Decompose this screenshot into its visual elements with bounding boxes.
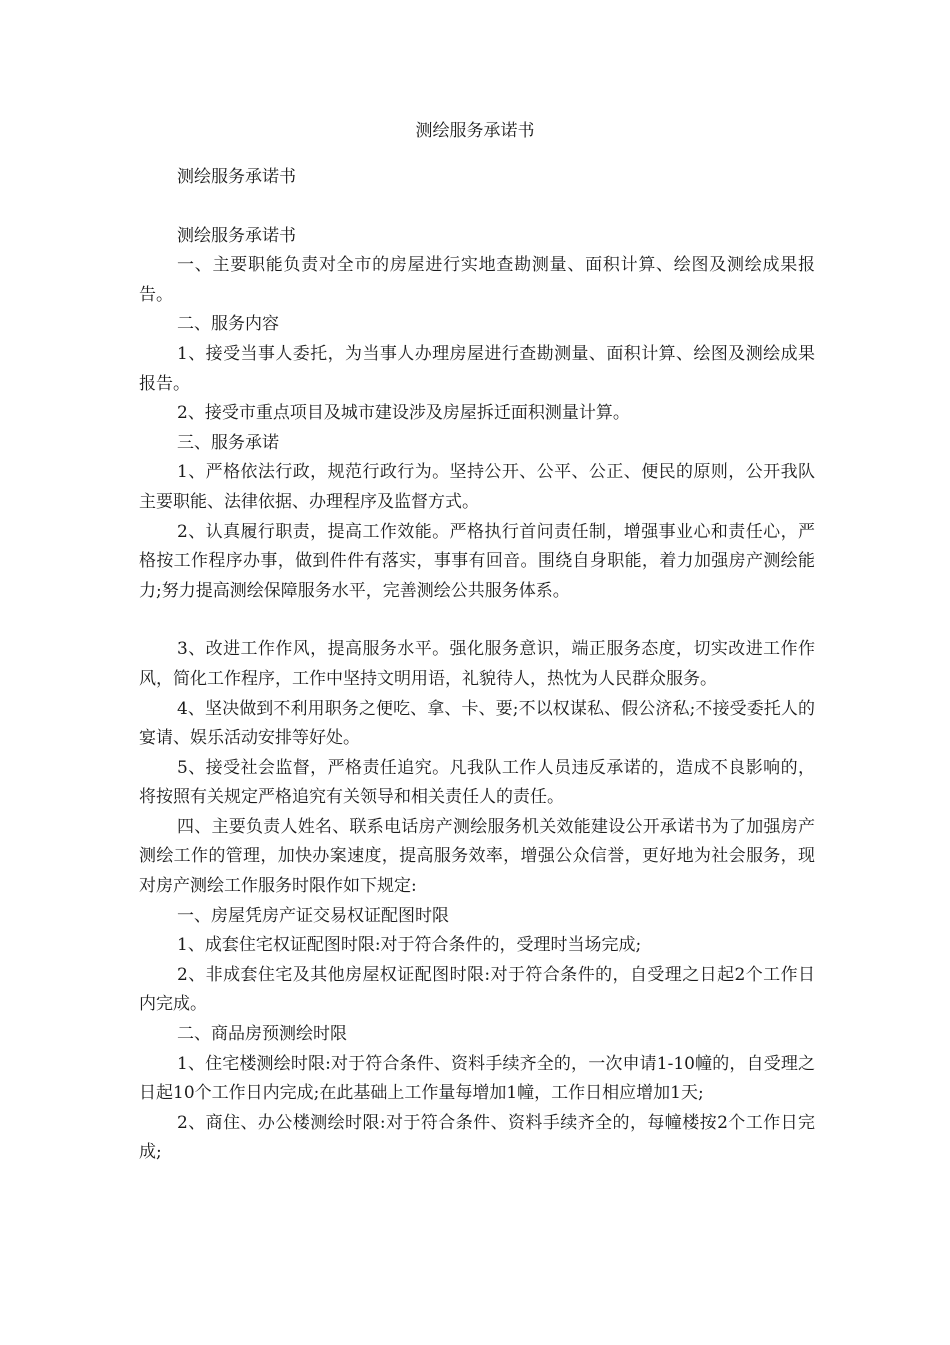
subtitle-paragraph: 测绘服务承诺书 (177, 167, 296, 187)
body-paragraph: 1、成套住宅权证配图时限:对于符合条件的，受理时当场完成; (177, 935, 642, 956)
body-paragraph: 2、商住、办公楼测绘时限:对于符合条件、资料手续齐全的，每幢楼按2个工作日完成; (139, 1112, 815, 1163)
body-paragraph: 4、坚决做到不利用职务之便吃、拿、卡、要;不以权谋私、假公济私;不接受委托人的宴请、娱乐活动安排等好处。 (139, 698, 815, 749)
document-title: 测绘服务承诺书 (415, 121, 535, 141)
body-paragraph: 四、主要负责人姓名、联系电话房产测绘服务机关效能建设公开承诺书为了加强房产测绘工作的管理，加快办案速度，提高服务效率，增强公众信誉，更好地为社会服务，现对房产测绘工作服务时限作如下规定: (139, 816, 815, 897)
section-heading: 二、服务内容 (177, 314, 279, 335)
body-paragraph: 2、认真履行职责，提高工作效能。严格执行首问责任制，增强事业心和责任心，严格按工作程序办事，做到件件有落实，事事有回音。围绕自身职能，着力加强房产测绘能力;努力提高测绘保障服务水平，完善测绘公共服务体系。 (139, 521, 815, 601)
body-paragraph: 2、接受市重点项目及城市建设涉及房屋拆迁面积测量计算。 (177, 403, 630, 424)
body-paragraph: 1、接受当事人委托，为当事人办理房屋进行查勘测量、面积计算、绘图及测绘成果报告。 (139, 343, 815, 394)
body-paragraph: 5、接受社会监督，严格责任追究。凡我队工作人员违反承诺的，造成不良影响的，将按照有关规定严格追究有关领导和相关责任人的责任。 (139, 757, 815, 808)
section-heading: 三、服务承诺 (177, 432, 279, 453)
body-paragraph: 2、非成套住宅及其他房屋权证配图时限:对于符合条件的，自受理之日起2个工作日内完成。 (139, 964, 815, 1015)
body-paragraph: 3、改进工作作风，提高服务水平。强化服务意识，端正服务态度，切实改进工作作风，简化工作程序，工作中坚持文明用语，礼貌待人，热忱为人民群众服务。 (139, 639, 815, 689)
section-heading: 一、房屋凭房产证交易权证配图时限 (177, 905, 449, 926)
body-paragraph: 1、住宅楼测绘时限:对于符合条件、资料手续齐全的，一次申请1-10幢的，自受理之日起10个工作日内完成;在此基础上工作量每增加1幢，工作日相应增加1天; (139, 1053, 815, 1104)
document-body (139, 163, 815, 1168)
heading-paragraph: 测绘服务承诺书 (177, 225, 296, 246)
body-paragraph: 1、严格依法行政，规范行政行为。坚持公开、公平、公正、便民的原则，公开我队主要职能、法律依据、办理程序及监督方式。 (139, 462, 815, 512)
body-paragraph: 一、主要职能负责对全市的房屋进行实地查勘测量、面积计算、绘图及测绘成果报告。 (139, 255, 815, 305)
section-heading: 二、商品房预测绘时限 (177, 1024, 347, 1045)
